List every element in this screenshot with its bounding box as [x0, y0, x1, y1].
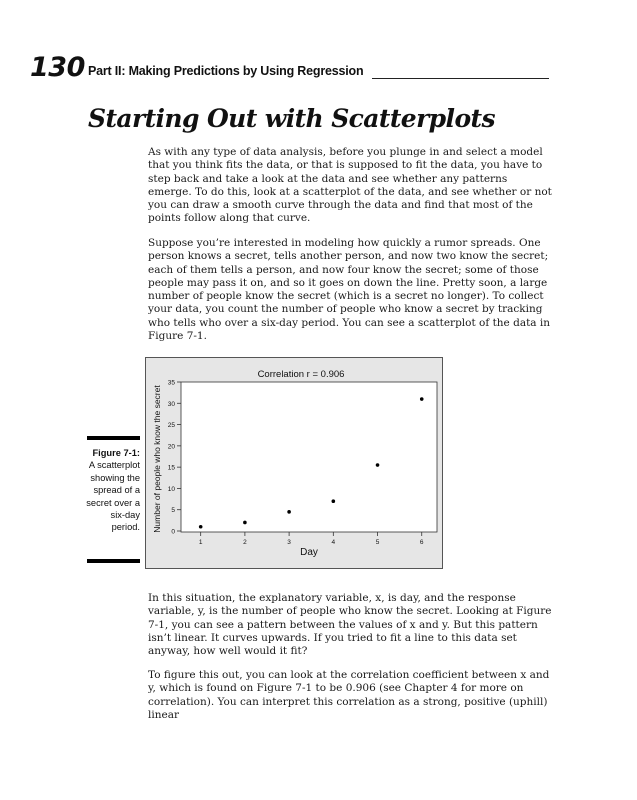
chart-title: Correlation r = 0.906: [257, 369, 345, 380]
y-tick-label: 30: [167, 400, 175, 408]
body-paragraph: In this situation, the explanatory variable, x, is day, and the response variable, y, is the number of people who know the secret. Looking at Figure 7-1, you can see a pattern between the values of x and y. But this pattern isn’t linear. It curves upwards. If you tried to fit a line to this data set anyway, how well would it fit?: [148, 592, 552, 658]
x-tick-label: 4: [331, 539, 336, 546]
body-paragraph: To figure this out, you can look at the correlation coefficient between x and y, which is found on Figure 7-1 to be 0.906 (see Chapter 4 for more on correlation). You can interpret this correlation as a strong, positive (uphill) linear: [148, 669, 550, 721]
data-point: [287, 510, 291, 514]
data-point: [243, 521, 247, 525]
figure-label: Figure 7-1:: [92, 448, 140, 458]
data-point: [332, 499, 336, 503]
x-tick-label: 5: [375, 539, 380, 546]
section-title: Starting Out with Scatterplots: [88, 104, 495, 133]
data-point: [199, 525, 203, 529]
figure-description: A scatterplot showing the spread of a secret over a six-day period.: [86, 460, 140, 533]
scatterplot-chart: [146, 358, 442, 568]
y-tick-label: 10: [167, 485, 175, 493]
caption-rule-top: [87, 436, 140, 440]
plot-area: [181, 382, 437, 532]
y-axis-label: Number of people who know the secret: [152, 385, 162, 533]
scatterplot-figure: [145, 357, 443, 569]
x-tick-label: 1: [198, 539, 203, 546]
y-tick-label: 35: [167, 379, 175, 387]
x-axis-label: Day: [300, 547, 318, 558]
header-rule: [372, 78, 549, 79]
x-tick-label: 2: [243, 539, 247, 546]
data-point: [420, 397, 424, 401]
x-tick-label: 6: [419, 539, 424, 546]
y-tick-label: 25: [167, 422, 175, 430]
body-paragraph: Suppose you’re interested in modeling how quickly a rumor spreads. One person knows a secret, tells another person, and now two know the secret; each of them tells a person, and now four know the secret; some of those people may pass it on, and so it goes on down the line. Pretty soon, a large number of people know the secret (which is a secret no longer). To collect your data, you count the number of people who know a secret by tracking who tells who over a six-day period. You can see a scatterplot of the data in Figure 7-1.: [148, 237, 551, 343]
figure-caption: [82, 447, 140, 534]
body-paragraph: As with any type of data analysis, before you plunge in and select a model that you think fits the data, or that is supposed to fit the data, you have to step back and take a look at the data and see whether any patterns emerge. To do this, look at a scatterplot of the data, and see whether or not you can draw a smooth curve through the data and find that most of the points follow along that curve.: [148, 146, 552, 225]
caption-rule-bottom: [87, 559, 140, 563]
data-point: [376, 463, 380, 467]
page-number: 130: [30, 52, 85, 83]
y-tick-label: 5: [171, 507, 175, 515]
running-head: Part II: Making Predictions by Using Regression: [88, 64, 364, 78]
x-tick-label: 3: [287, 539, 291, 546]
y-tick-label: 15: [167, 464, 175, 472]
y-tick-label: 20: [167, 443, 175, 451]
y-tick-label: 0: [171, 528, 175, 536]
